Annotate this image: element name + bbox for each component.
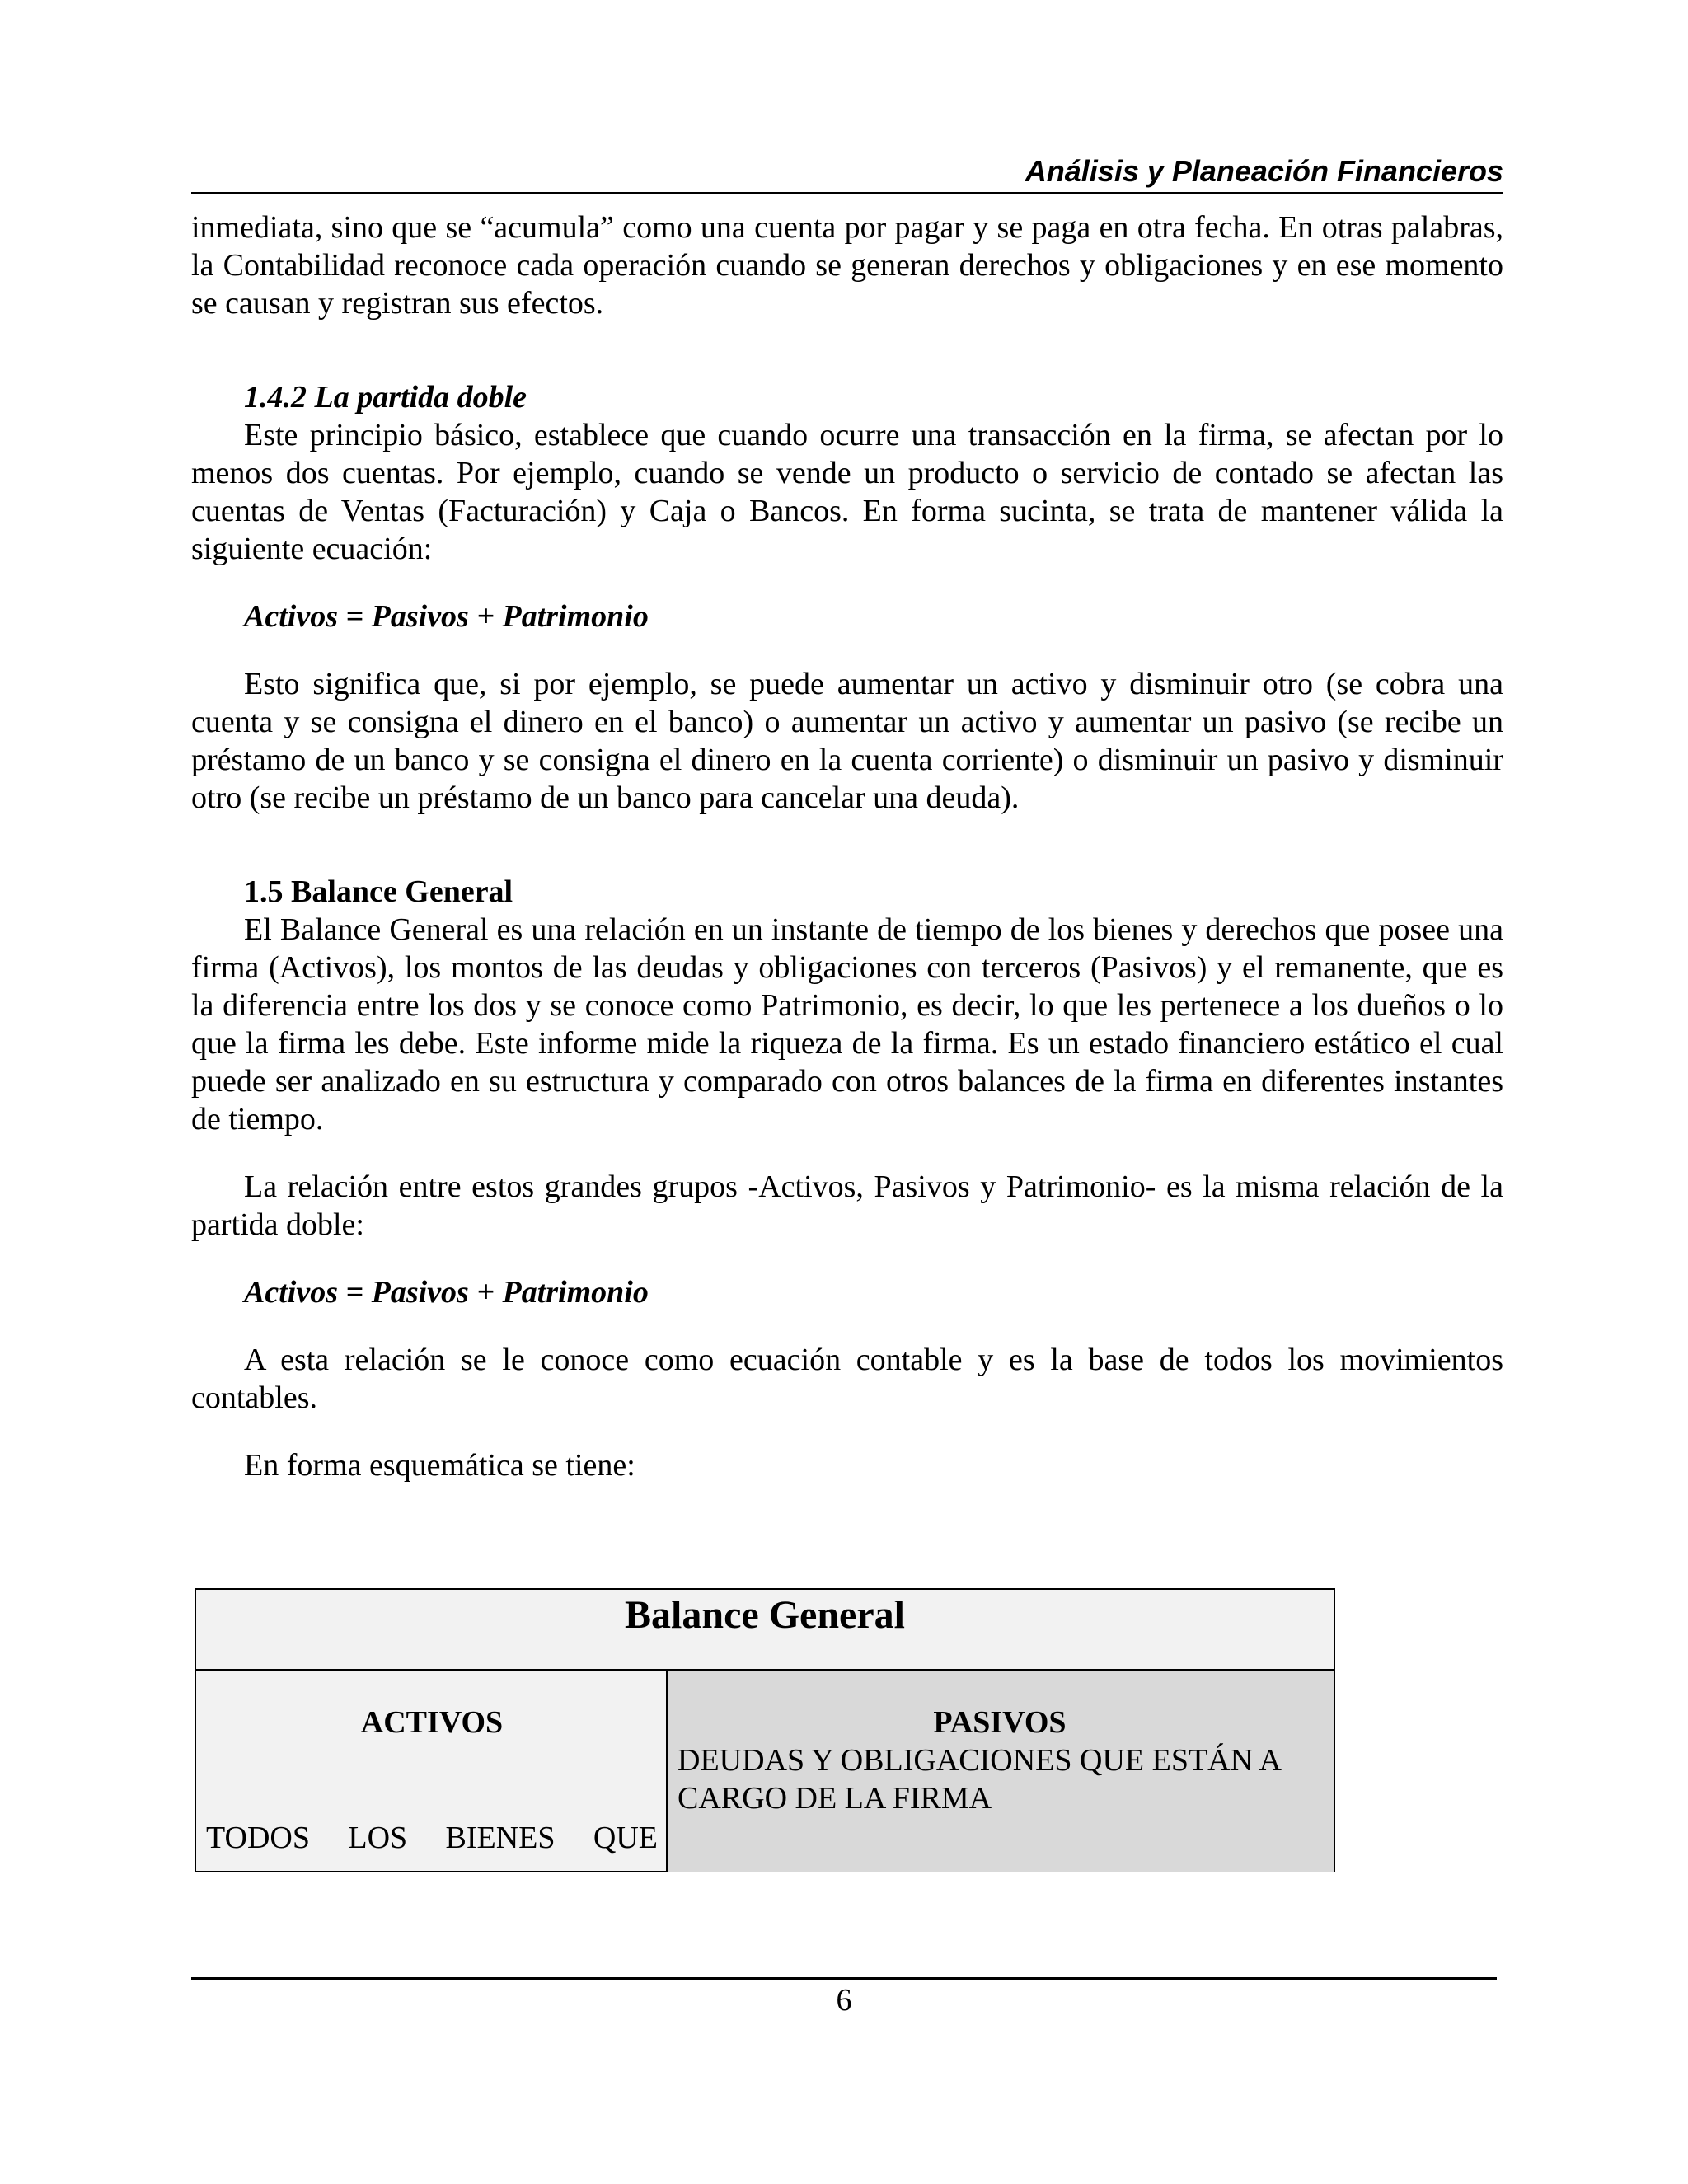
balance-general-table (195, 1588, 1335, 1872)
activos-description: TODOS LOS BIENES QUE (206, 1821, 658, 1855)
paragraph-ecuacion-contable: A esta relación se le conoce como ecuación contable y es la base de todos los movimientos contables. (191, 1343, 1503, 1415)
paragraph-continuation: inmediata, sino que se “acumula” como una cuenta por pagar y se paga en otra fecha. En otras palabras, la Contabilidad reconoce cada operación cuando se generan derechos y obligaciones y en ese momento se causan y registran sus efectos. (191, 210, 1503, 321)
activos-heading: ACTIVOS (360, 1705, 504, 1740)
paragraph-examples: Esto significa que, si por ejemplo, se puede aumentar un activo y disminuir otro (se cobra una cuenta y se consigna el dinero en el banco) o aumentar un activo y aumentar un pasivo (se recibe un préstamo de un banco y se consigna el dinero en la cuenta corriente) o disminuir un pasivo y disminuir otro (se recibe un préstamo de un banco para cancelar una deuda). (191, 667, 1503, 815)
activos-column (196, 1671, 668, 1872)
page-number: 6 (836, 1983, 852, 2018)
paragraph-schematic-intro: En forma esquemática se tiene: (244, 1448, 635, 1483)
equation-accounting: Activos = Pasivos + Patrimonio (244, 599, 649, 634)
equation-accounting-repeat: Activos = Pasivos + Patrimonio (244, 1275, 649, 1310)
balance-table-title: Balance General (196, 1590, 1334, 1671)
paragraph-balance-general: El Balance General es una relación en un instante de tiempo de los bienes y derechos que posee una firma (Activos), los montos de las deudas y obligaciones con terceros (Pasivos) y el remanente, que es la diferencia entre los dos y se conoce como Patrimonio, es decir, lo que les pertenece a los dueños o lo que la firma les debe. Este informe mide la riqueza de la firma. Es un estado financiero estático el cual puede ser analizado en su estructura y comparado con otros balances de la firma en diferentes instantes de tiempo. (191, 912, 1503, 1137)
section-heading-1-5: 1.5 Balance General (244, 874, 513, 909)
pasivos-column (668, 1671, 1334, 1872)
balance-table-columns (196, 1671, 1334, 1872)
page-body (191, 209, 1503, 1484)
pasivos-description: DEUDAS Y OBLIGACIONES QUE ESTÁN A CARGO DE LA FIRMA (678, 1743, 1280, 1816)
page-footer (191, 1977, 1497, 2019)
section-heading-1-4-2: 1.4.2 La partida doble (244, 380, 528, 415)
pasivos-heading: PASIVOS (933, 1705, 1067, 1740)
page-header: Análisis y Planeación Financieros (191, 155, 1503, 194)
paragraph-relation: La relación entre estos grandes grupos -Activos, Pasivos y Patrimonio- es la misma relación de la partida doble: (191, 1169, 1503, 1242)
paragraph-partida-doble: Este principio básico, establece que cuando ocurre una transacción en la firma, se afectan por lo menos dos cuentas. Por ejemplo, cuando se vende un producto o servicio de contado se afectan las cuentas de Ventas (Facturación) y Caja o Bancos. En forma sucinta, se trata de mantener válida la siguiente ecuación: (191, 418, 1503, 566)
